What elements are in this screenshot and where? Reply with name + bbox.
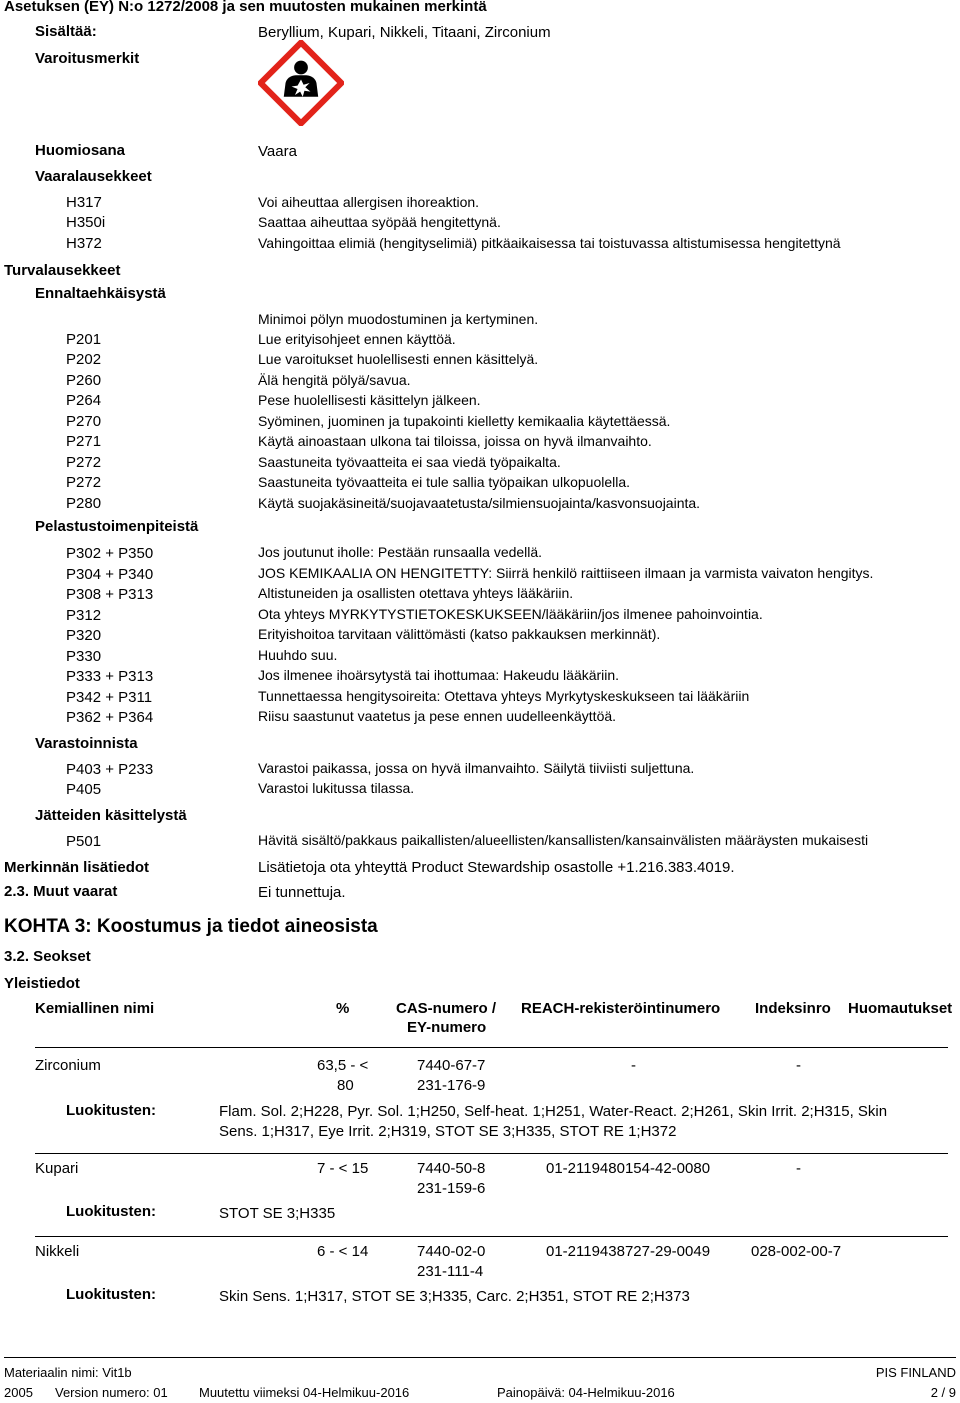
row-class: STOT SE 3;H335 [219,1205,336,1222]
prevention-label: Ennaltaehkäisystä [35,285,166,302]
p-code: P201 [66,331,102,348]
row-rule [35,1153,948,1154]
hazard-text: Vahingoittaa elimiä (hengityselimiä) pitkäaikaisessa tai toistuvassa altistumisessa hengitettynä [258,235,841,251]
row-ec: 231-176-9 [417,1077,486,1094]
p-code: P308 + P313 [66,586,154,603]
row-name: Zirconium [35,1057,101,1074]
other-hazards-value: Ei tunnettuja. [258,884,346,901]
p-code: P271 [66,433,102,450]
row-class: Skin Sens. 1;H317, STOT SE 3;H335, Carc. 2;H351, STOT RE 2;H373 [219,1288,690,1305]
p-text: Riisu saastunut vaatetus ja pese ennen uudelleenkäyttöä. [258,708,617,724]
storage-label: Varastoinnista [35,735,138,752]
hazard-code: H317 [66,194,102,211]
p-text: Erityishoitoa tarvitaan välittömästi (katso pakkauksen merkinnät). [258,626,661,642]
p-text: Saastuneita työvaatteita ei saa viedä työpaikalta. [258,454,561,470]
row-percent: 63,5 - < [317,1057,369,1074]
prevention-intro: Minimoi pölyn muodostuminen ja kertyminen. [258,311,539,327]
signal-word-label: Huomiosana [35,142,126,159]
p-text: Lue erityisohjeet ennen käyttöä. [258,331,456,347]
footer-rule [4,1357,956,1358]
row-cas: 7440-67-7 [417,1057,486,1074]
additional-label: Merkinnän lisätiedot [4,859,150,876]
p-code: P333 + P313 [66,668,154,685]
p-text: Syöminen, juominen ja tupakointi kielletty kemikaalia käytettäessä. [258,413,671,429]
hazard-text: Voi aiheuttaa allergisen ihoreaktion. [258,194,480,210]
hazard-code: H372 [66,235,102,252]
p-text: Lue varoitukset huolellisesti ennen käsittelyä. [258,351,539,367]
p-code: P280 [66,495,102,512]
col-name: Kemiallinen nimi [35,1000,155,1017]
p-text: Altistuneiden ja osallisten otettava yhteys lääkäriin. [258,585,574,601]
row-cas: 7440-02-0 [417,1243,486,1260]
p-text: Varastoi paikassa, jossa on hyvä ilmanvaihto. Säilytä tiiviisti suljettuna. [258,760,695,776]
additional-value: Lisätietoja ota yhteyttä Product Stewardship osastolle +1.216.383.4019. [258,859,735,876]
pictograms-label: Varoitusmerkit [35,50,140,67]
health-hazard-pictogram-icon [258,40,344,126]
footer-material: Materiaalin nimi: Vit1b [4,1365,132,1380]
contains-value: Beryllium, Kupari, Nikkeli, Titaani, Zirconium [258,24,551,41]
p-code: P320 [66,627,102,644]
p-code: P501 [66,833,102,850]
p-text: Käytä suojakäsineitä/suojavaatetusta/silmiensuojainta/kasvonsuojainta. [258,495,701,511]
p-text: Jos ilmenee ihoärsytystä tai ihottumaa: Hakeudu lääkäriin. [258,667,620,683]
contains-label: Sisältää: [35,23,97,40]
p-text: Käytä ainoastaan ulkona tai tiloissa, joissa on hyvä ilmanvaihto. [258,433,652,449]
p-text: Tunnettaessa hengitysoireita: Otettava yhteys Myrkytyskeskukseen tai lääkäriin [258,688,750,704]
p-code: P302 + P350 [66,545,154,562]
signal-word-value: Vaara [258,143,297,160]
p-text: Hävitä sisältö/pakkaus paikallisten/alueellisten/kansallisten/kansainvälisten määräysten mukaisesti [258,832,869,848]
section3-title: KOHTA 3: Koostumus ja tiedot aineosista [4,916,378,937]
hazard-statements-label: Vaaralausekkeet [35,168,152,185]
col-percent: % [336,1000,350,1017]
p-code: P330 [66,648,102,665]
row-reach: 01-2119438727-29-0049 [546,1243,711,1260]
precaution-label: Turvalausekkeet [4,262,121,279]
p-code: P270 [66,413,102,430]
row-ec: 231-159-6 [417,1180,486,1197]
p-text: Huuhdo suu. [258,647,338,663]
row-class-cont: Sens. 1;H317, Eye Irrit. 2;H319, STOT SE 3;H335, STOT RE 1;H372 [219,1123,677,1140]
p-code: P405 [66,781,102,798]
row-class-label: Luokitusten: [66,1286,156,1303]
response-label: Pelastustoimenpiteistä [35,518,199,535]
p-text: Älä hengitä pölyä/savua. [258,372,411,388]
p-code: P403 + P233 [66,761,154,778]
p-code: P202 [66,351,102,368]
p-text: Ota yhteys MYRKYTYSTIETOKESKUKSEEN/lääkäriin/jos ilmenee pahoinvointia. [258,606,763,622]
row-reach: 01-2119480154-42-0080 [546,1160,711,1177]
row-name: Kupari [35,1160,79,1177]
disposal-label: Jätteiden käsittelystä [35,807,187,824]
p-code: P312 [66,607,102,624]
footer-modified: Muutettu viimeksi 04-Helmikuu-2016 [199,1385,410,1400]
footer-code: 2005 [4,1385,33,1400]
col-cas: CAS-numero / [396,1000,497,1017]
footer-version: Version numero: 01 [55,1385,168,1400]
row-class: Flam. Sol. 2;H228, Pyr. Sol. 1;H250, Self-heat. 1;H251, Water-React. 2;H261, Skin Irrit. 2;H315, Skin [219,1103,888,1120]
hazard-text: Saattaa aiheuttaa syöpää hengitettynä. [258,214,501,230]
p-text: JOS KEMIKAALIA ON HENGITETTY: Siirrä henkilö raittiiseen ilmaan ja varmista vaivaton hengitys. [258,565,874,581]
row-cas: 7440-50-8 [417,1160,486,1177]
footer-page: 2 / 9 [930,1385,956,1400]
p-code: P272 [66,474,102,491]
row-name: Nikkeli [35,1243,80,1260]
row-rule [35,1236,948,1237]
p-text: Saastuneita työvaatteita ei tule sallia työpaikan ulkopuolella. [258,474,631,490]
row-class-label: Luokitusten: [66,1102,156,1119]
col-ec: EY-numero [407,1019,487,1036]
other-hazards-label: 2.3. Muut vaarat [4,883,118,900]
p-code: P304 + P340 [66,566,154,583]
row-index: 028-002-00-7 [751,1243,842,1260]
footer-printed: Painopäivä: 04-Helmikuu-2016 [497,1385,675,1400]
section3-sub: 3.2. Seokset [4,948,91,965]
p-code: P342 + P311 [66,689,153,706]
row-percent-cont: 80 [337,1077,354,1094]
p-text: Varastoi lukitussa tilassa. [258,780,415,796]
doc-title: Asetuksen (EY) N:o 1272/2008 ja sen muutosten mukainen merkintä [4,0,487,15]
p-code: P264 [66,392,102,409]
p-code: P272 [66,454,102,471]
col-index: Indeksinro [755,1000,831,1017]
row-reach: - [631,1057,636,1074]
row-percent: 7 - < 15 [317,1160,369,1177]
footer-company: PIS FINLAND [875,1365,956,1380]
row-index: - [796,1057,801,1074]
p-code: P260 [66,372,102,389]
general-label: Yleistiedot [4,975,80,992]
hazard-code: H350i [66,214,106,231]
p-text: Pese huolellisesti käsittelyn jälkeen. [258,392,481,408]
col-reach: REACH-rekisteröintinumero [521,1000,721,1017]
row-index: - [796,1160,801,1177]
p-code: P362 + P364 [66,709,154,726]
row-percent: 6 - < 14 [317,1243,369,1260]
table-header-rule [35,1047,948,1048]
row-ec: 231-111-4 [417,1263,484,1280]
row-class-label: Luokitusten: [66,1203,156,1220]
p-text: Jos joutunut iholle: Pestään runsaalla vedellä. [258,544,543,560]
col-notes: Huomautukset [848,1000,953,1017]
